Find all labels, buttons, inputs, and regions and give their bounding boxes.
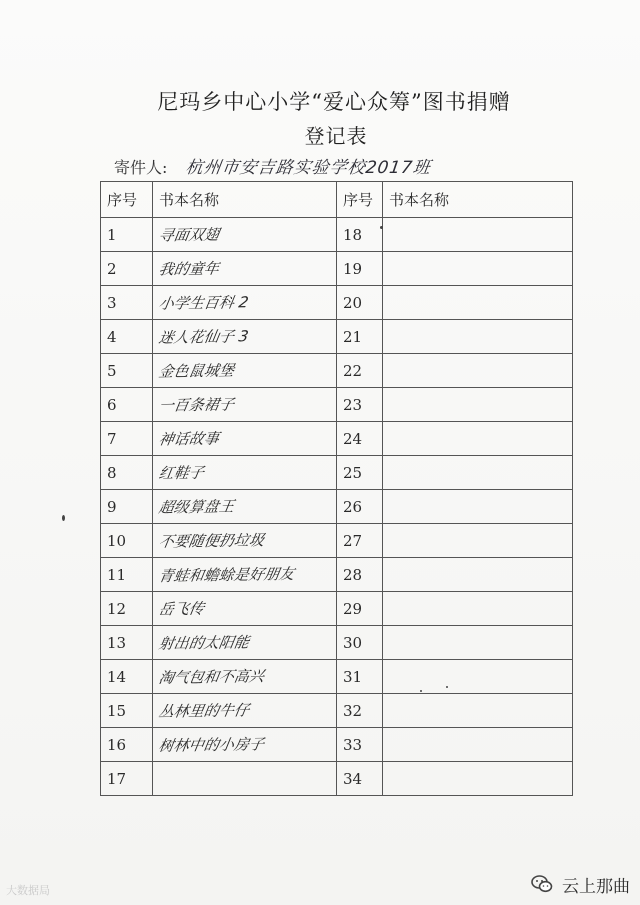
row-book-left <box>153 660 337 694</box>
row-index-left: 2 <box>101 252 153 286</box>
row-book-right <box>383 626 573 660</box>
row-index-left: 6 <box>101 388 153 422</box>
row-book-left <box>153 558 337 592</box>
sender-label: 寄件人: <box>114 158 168 177</box>
row-book-left-text: 淘气包和不高兴 <box>157 667 266 687</box>
row-index-right: 29 <box>337 592 383 626</box>
row-book-left <box>153 694 337 728</box>
watermark-right <box>530 870 630 898</box>
row-book-left <box>153 762 337 796</box>
table-row <box>101 626 573 660</box>
row-index-right: 22 <box>337 354 383 388</box>
form-subtitle: 登记表 <box>304 124 368 148</box>
row-book-left <box>153 626 337 660</box>
row-index-left: 14 <box>101 660 153 694</box>
row-index-right: 24 <box>337 422 383 456</box>
row-index-right: 27 <box>337 524 383 558</box>
row-book-left-text: 超级算盘王 <box>157 497 236 517</box>
header-index-left: 序号 <box>101 182 153 218</box>
row-index-left: 10 <box>101 524 153 558</box>
scan-speck <box>380 226 383 229</box>
table-row <box>101 422 573 456</box>
watermark-left: 大数据局 <box>6 884 50 897</box>
row-index-left: 13 <box>101 626 153 660</box>
row-book-right <box>383 762 573 796</box>
row-book-left <box>153 592 337 626</box>
row-index-right: 28 <box>337 558 383 592</box>
table-row <box>101 252 573 286</box>
table-row <box>101 592 573 626</box>
row-book-right <box>383 354 573 388</box>
row-book-left-text: 不要随便扔垃圾 <box>157 531 266 551</box>
row-book-right <box>383 286 573 320</box>
table-row <box>101 660 573 694</box>
sender-line <box>114 153 584 179</box>
row-index-right: 18 <box>337 218 383 252</box>
row-book-left <box>153 456 337 490</box>
row-index-left: 11 <box>101 558 153 592</box>
row-index-left: 5 <box>101 354 153 388</box>
row-book-right <box>383 456 573 490</box>
row-index-right: 20 <box>337 286 383 320</box>
row-index-right: 34 <box>337 762 383 796</box>
row-book-left <box>153 218 337 252</box>
header-index-right: 序号 <box>337 182 383 218</box>
header-book-right: 书本名称 <box>383 182 573 218</box>
row-book-left <box>153 354 337 388</box>
watermark-right-text: 云上那曲 <box>562 876 630 897</box>
header-book-left: 书本名称 <box>153 182 337 218</box>
row-book-left <box>153 524 337 558</box>
row-index-right: 26 <box>337 490 383 524</box>
row-index-right: 33 <box>337 728 383 762</box>
scan-speck <box>446 686 448 688</box>
row-book-left-text: 丛林里的牛仔 <box>157 701 251 721</box>
row-book-right <box>383 490 573 524</box>
row-index-right: 21 <box>337 320 383 354</box>
row-book-right <box>383 592 573 626</box>
row-book-left-text: 小学生百科 2 <box>157 293 250 313</box>
sender-value: 杭州市安吉路实验学校2017班 <box>184 158 433 178</box>
table-row <box>101 524 573 558</box>
table-row <box>101 490 573 524</box>
table-row <box>101 388 573 422</box>
row-book-left <box>153 388 337 422</box>
row-book-left-text: 树林中的小房子 <box>157 735 266 755</box>
table-row <box>101 354 573 388</box>
row-index-left: 15 <box>101 694 153 728</box>
row-book-right <box>383 422 573 456</box>
row-index-left: 9 <box>101 490 153 524</box>
row-book-left <box>153 728 337 762</box>
table-row <box>101 558 573 592</box>
row-book-right <box>383 388 573 422</box>
row-book-right <box>383 320 573 354</box>
row-book-left-text: 金色鼠城堡 <box>157 361 236 381</box>
row-index-right: 23 <box>337 388 383 422</box>
scan-speck <box>420 690 422 692</box>
row-book-left-text: 一百条裙子 <box>157 395 236 415</box>
table-header-row <box>101 182 573 218</box>
row-book-left-text: 迷人花仙子 3 <box>157 327 250 347</box>
table-row <box>101 456 573 490</box>
row-book-right <box>383 218 573 252</box>
row-index-left: 1 <box>101 218 153 252</box>
form-title: 尼玛乡中心小学“爱心众筹”图书捐赠 <box>157 90 511 114</box>
row-index-left: 8 <box>101 456 153 490</box>
row-index-left: 16 <box>101 728 153 762</box>
row-book-right <box>383 660 573 694</box>
row-index-left: 3 <box>101 286 153 320</box>
table-row <box>101 320 573 354</box>
wechat-logo-icon <box>530 872 554 896</box>
row-index-left: 12 <box>101 592 153 626</box>
row-book-right <box>383 524 573 558</box>
row-book-left-text: 神话故事 <box>157 429 221 449</box>
row-book-left-text: 红鞋子 <box>157 463 206 483</box>
row-index-right: 31 <box>337 660 383 694</box>
row-book-left <box>153 252 337 286</box>
row-index-left: 4 <box>101 320 153 354</box>
row-book-right <box>383 728 573 762</box>
row-index-right: 25 <box>337 456 383 490</box>
row-index-left: 17 <box>101 762 153 796</box>
donation-register-table <box>100 181 573 796</box>
table-row <box>101 218 573 252</box>
table-row <box>101 286 573 320</box>
row-book-left <box>153 286 337 320</box>
scan-speck <box>62 515 65 521</box>
row-book-left-text: 我的童年 <box>157 259 221 279</box>
row-index-right: 32 <box>337 694 383 728</box>
row-index-left: 7 <box>101 422 153 456</box>
row-book-left-text: 寻面双翅 <box>157 225 221 245</box>
row-book-right <box>383 252 573 286</box>
table-row <box>101 728 573 762</box>
row-book-left-text: 青蛙和蟾蜍是好朋友 <box>157 564 296 586</box>
row-book-left <box>153 422 337 456</box>
row-index-right: 30 <box>337 626 383 660</box>
row-index-right: 19 <box>337 252 383 286</box>
row-book-left-text: 岳飞传 <box>157 599 206 619</box>
row-book-left-text: 射出的太阳能 <box>157 633 251 653</box>
row-book-left <box>153 490 337 524</box>
row-book-right <box>383 694 573 728</box>
table-row <box>101 694 573 728</box>
row-book-left <box>153 320 337 354</box>
row-book-right <box>383 558 573 592</box>
table-row <box>101 762 573 796</box>
